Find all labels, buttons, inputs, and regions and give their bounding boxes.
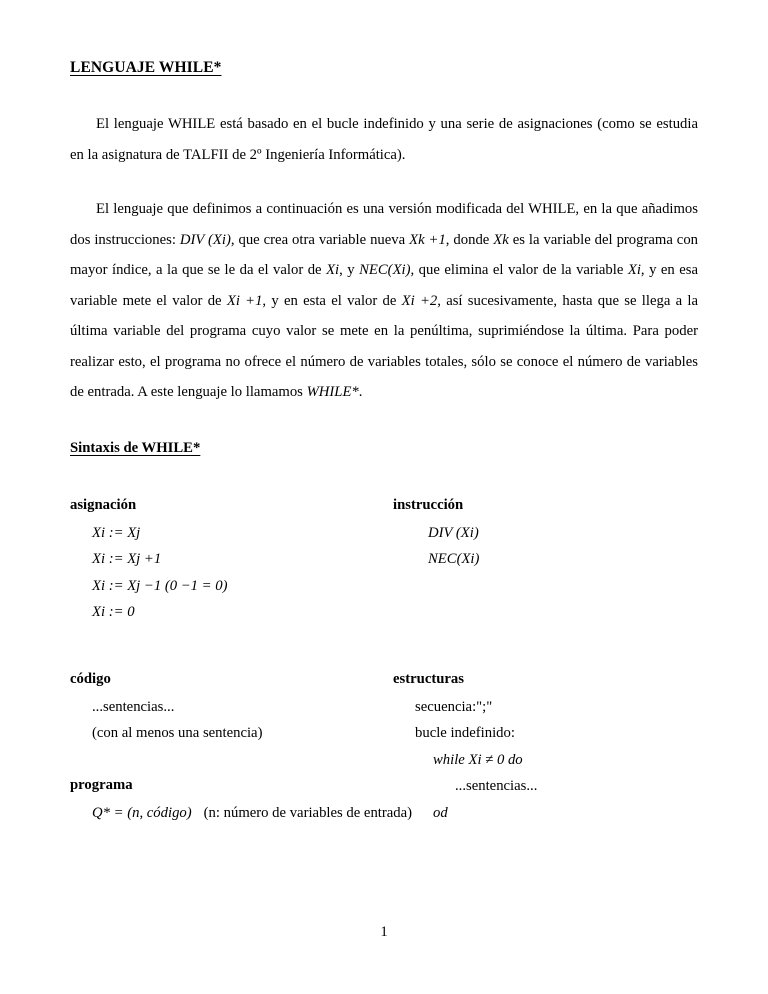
para2-text-2: , que crea otra variable nueva [230, 231, 410, 248]
estructuras-item-od: od [433, 804, 448, 821]
codigo-heading: código [70, 670, 111, 687]
asignacion-item: Xi := 0 [92, 604, 135, 621]
codigo-column [70, 664, 380, 747]
estructuras-item-sentencias: ...sentencias... [455, 778, 538, 795]
estructuras-item: bucle indefinido: [415, 725, 515, 742]
programa-formula: Q* = (n, código) [92, 804, 192, 821]
para2-text-3: , donde [445, 231, 494, 248]
para2-text-8: , y en esta el valor de [262, 292, 402, 309]
para2-math-while-star: WHILE* [306, 384, 359, 401]
asignacion-item: Xi := Xj [92, 524, 141, 541]
programa-heading: programa [70, 776, 133, 793]
programa-note: (n: número de variables de entrada) [203, 804, 413, 821]
para2-math-xi-b: Xi [627, 262, 641, 279]
para2-text-9: , así sucesivamente, hasta que se llega a la última variable del programa cuyo valor se mete en la penúltima, suprimiéndose la última. Para poder realizar esto, el programa no ofrece el número de variables totales, sólo se conoce el número de variables de entrada. A este lenguaje lo llamamos [70, 292, 698, 401]
page-title: LENGUAJE WHILE* [70, 59, 222, 76]
para2-text-7: , y en esa variable mete el valor de [70, 262, 699, 309]
para2-math-div-xi: DIV (Xi) [179, 231, 231, 248]
spacer [70, 170, 698, 194]
estructuras-heading: estructuras [393, 670, 464, 687]
intro-paragraph: El lenguaje WHILE está basado en el bucle indefinido y una serie de asignaciones (como se estudia en la asignatura de TALFII de 2º Ingeniería Informática). [70, 116, 698, 163]
para2-math-nec-xi: NEC(Xi) [359, 262, 411, 279]
estructuras-item-while: while Xi ≠ 0 do [433, 751, 523, 768]
codigo-item: ...sentencias... [92, 698, 175, 715]
document-content [70, 58, 698, 826]
para2-text-1: El lenguaje que definimos a continuación es una versión modificada del WHILE, en la que añadimos dos instrucciones: [70, 201, 698, 248]
para2-text-10: . [358, 384, 363, 401]
spacer [70, 458, 698, 490]
spacer [70, 408, 698, 439]
instruccion-column [393, 490, 698, 573]
codigo-item: (con al menos una sentencia) [92, 725, 263, 742]
spacer [70, 630, 698, 664]
instruccion-heading: instrucción [393, 496, 464, 513]
estructuras-item: secuencia:";" [415, 698, 493, 715]
page-number: 1 [380, 924, 388, 940]
syntax-heading: Sintaxis de WHILE* [70, 439, 201, 456]
instruccion-item: DIV (Xi) [428, 524, 479, 541]
para2-math-xi-plus-2: Xi +2 [401, 292, 438, 309]
asignacion-column [70, 490, 380, 626]
asignacion-heading: asignación [70, 496, 137, 513]
para2-math-xk: Xk [493, 231, 509, 248]
asignacion-item: Xi := Xj −1 (0 −1 = 0) [92, 577, 228, 594]
para2-math-xi-a: Xi [326, 262, 340, 279]
syntax-block-one [70, 490, 698, 630]
spacer [70, 78, 698, 109]
instruccion-item: NEC(Xi) [428, 551, 480, 568]
asignacion-item: Xi := Xj +1 [92, 551, 162, 568]
para2-text-5: , y [339, 262, 360, 279]
description-paragraph [70, 194, 698, 408]
syntax-block-two [70, 664, 698, 821]
para2-text-4: es la variable del programa con mayor índice, a la que se le da el valor de [70, 231, 699, 279]
estructuras-column [393, 664, 698, 827]
para2-text-6: , que elimina el valor de la variable [410, 262, 628, 279]
para2-math-xi-plus-1: Xi +1 [226, 292, 263, 309]
para2-math-xk-plus-1: Xk +1 [409, 231, 446, 248]
